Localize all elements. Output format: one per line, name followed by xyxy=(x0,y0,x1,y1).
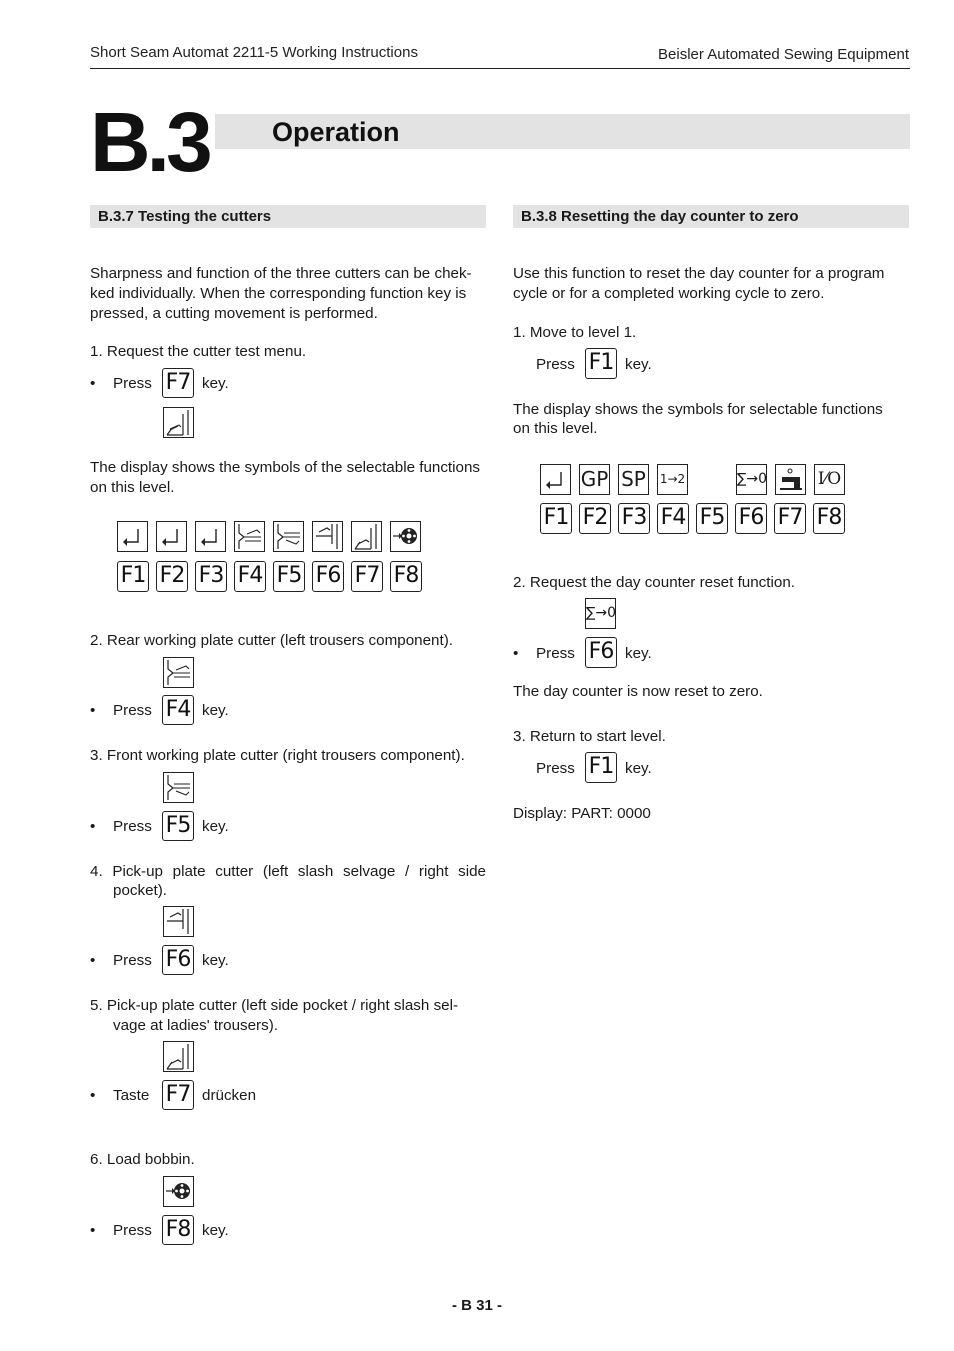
bullet: • xyxy=(90,952,96,969)
page-number: - B 31 - xyxy=(451,1297,502,1314)
key-label: key. xyxy=(202,375,229,392)
io-symbol xyxy=(814,464,845,495)
key-f5: F5 xyxy=(696,503,728,534)
key-f6: F6 xyxy=(735,503,767,534)
right-step-2: 2. Request the day counter reset function. xyxy=(513,574,795,591)
key-f6: F6 xyxy=(162,945,194,975)
chapter-title: Operation xyxy=(272,117,400,147)
key-f4: F4 xyxy=(162,695,194,725)
pickup-cutter-left-icon xyxy=(163,407,194,438)
key-f1: F1 xyxy=(117,561,149,592)
left-step-2: 2. Rear working plate cutter (left trousers component). xyxy=(90,632,453,649)
druecken-label: drücken xyxy=(202,1087,257,1104)
program-sequence-symbol xyxy=(657,464,688,495)
rear-plate-cutter-icon xyxy=(163,657,194,688)
chapter-number: B.3 xyxy=(90,95,209,189)
key-label: key. xyxy=(202,818,229,835)
sp-symbol xyxy=(618,464,649,495)
return-arrow-icon xyxy=(540,464,571,495)
key-f5: F5 xyxy=(162,811,194,841)
front-plate-cutter-icon xyxy=(273,521,304,552)
right-step-3: 3. Return to start level. xyxy=(513,728,666,745)
one-to-two-text: 1→2 xyxy=(659,472,686,486)
sum-reset-symbol xyxy=(585,598,616,629)
bullet: • xyxy=(90,818,96,835)
bullet: • xyxy=(90,1222,96,1239)
taste-label: Taste xyxy=(113,1087,150,1104)
left-display-line-2: on this level. xyxy=(90,479,175,496)
rear-plate-cutter-icon xyxy=(234,521,265,552)
gp-symbol xyxy=(579,464,610,495)
key-f8: F8 xyxy=(162,1215,194,1245)
left-intro-line-2: ked individually. When the corresponding function key is xyxy=(90,285,467,302)
right-step-1: 1. Move to level 1. xyxy=(513,324,637,341)
left-step-6: 6. Load bobbin. xyxy=(90,1151,195,1168)
section-heading-testing-cutters: B.3.7 Testing the cutters xyxy=(90,205,486,228)
press-label: Press xyxy=(536,356,575,373)
bullet: • xyxy=(513,645,519,662)
left-step-4-line-2: pocket). xyxy=(113,882,168,899)
bullet: • xyxy=(90,375,96,392)
pickup-cutter-right-icon xyxy=(312,521,343,552)
bullet: • xyxy=(90,702,96,719)
sewing-machine-icon xyxy=(775,464,806,495)
press-label: Press xyxy=(113,1222,152,1239)
press-label: Press xyxy=(536,645,575,662)
sum-reset-symbol xyxy=(736,464,767,495)
press-label: Press xyxy=(113,818,152,835)
key-label: key. xyxy=(202,1222,229,1239)
key-f2: F2 xyxy=(579,503,611,534)
key-f1: F1 xyxy=(585,348,617,379)
pickup-cutter-right-icon xyxy=(163,906,194,937)
bobbin-icon xyxy=(390,521,421,552)
key-f2: F2 xyxy=(156,561,188,592)
io-text: I⁄O xyxy=(817,469,842,489)
key-label: key. xyxy=(202,952,229,969)
key-f6: F6 xyxy=(585,637,617,668)
key-f3: F3 xyxy=(195,561,227,592)
return-arrow-icon xyxy=(195,521,226,552)
key-f7: F7 xyxy=(351,561,383,592)
key-f6: F6 xyxy=(312,561,344,592)
sum-zero-text: ∑→0 xyxy=(586,605,617,621)
press-label: Press xyxy=(113,952,152,969)
left-step-5-line-2: vage at ladies' trousers). xyxy=(113,1017,278,1034)
pickup-cutter-left-icon xyxy=(163,1041,194,1072)
left-step-1: 1. Request the cutter test menu. xyxy=(90,343,307,360)
sp-symbol-text: SP xyxy=(621,467,646,491)
left-display-line-1: The display shows the symbols of the selectable functions xyxy=(90,459,481,476)
front-plate-cutter-icon xyxy=(163,772,194,803)
key-f1: F1 xyxy=(585,752,617,783)
key-f4: F4 xyxy=(657,503,689,534)
left-step-5-line-1: 5. Pick-up plate cutter (left side pocket / right slash sel- xyxy=(90,997,459,1014)
right-display-result: Display: PART: 0000 xyxy=(513,805,651,822)
key-f8: F8 xyxy=(390,561,422,592)
header-title-right: Beisler Automated Sewing Equipment xyxy=(658,46,909,63)
key-f5: F5 xyxy=(273,561,305,592)
key-f8: F8 xyxy=(813,503,845,534)
key-label: key. xyxy=(625,645,652,662)
key-label: key. xyxy=(625,356,652,373)
key-f1: F1 xyxy=(540,503,572,534)
key-label: key. xyxy=(202,702,229,719)
return-arrow-icon xyxy=(156,521,187,552)
press-label: Press xyxy=(113,702,152,719)
key-f7: F7 xyxy=(774,503,806,534)
key-f4: F4 xyxy=(234,561,266,592)
return-arrow-icon xyxy=(117,521,148,552)
bullet: • xyxy=(90,1087,96,1104)
right-intro-line-2: cycle or for a completed working cycle to zero. xyxy=(513,285,825,302)
left-step-4-line-1: 4. Pick-up plate cutter (left slash selvage / right side xyxy=(90,863,486,880)
right-intro-line-1: Use this function to reset the day counter for a program xyxy=(513,265,885,282)
key-label: key. xyxy=(625,760,652,777)
key-f7: F7 xyxy=(162,368,194,398)
left-intro-line-3: pressed, a cutting movement is performed. xyxy=(90,305,378,322)
right-reset-message: The day counter is now reset to zero. xyxy=(513,683,763,700)
section-heading-day-counter: B.3.8 Resetting the day counter to zero xyxy=(513,205,909,228)
left-step-3: 3. Front working plate cutter (right trousers component). xyxy=(90,747,465,764)
right-display-line-2: on this level. xyxy=(513,420,598,437)
pickup-cutter-left-icon xyxy=(351,521,382,552)
header-title-left: Short Seam Automat 2211-5 Working Instructions xyxy=(90,44,418,61)
header-rule xyxy=(90,68,910,69)
gp-symbol-text: GP xyxy=(580,467,609,491)
left-intro-line-1: Sharpness and function of the three cutters can be chek- xyxy=(90,265,472,282)
key-f7: F7 xyxy=(162,1080,194,1110)
key-f3: F3 xyxy=(618,503,650,534)
press-label: Press xyxy=(536,760,575,777)
bobbin-icon xyxy=(163,1176,194,1207)
sum-zero-text: ∑→0 xyxy=(737,471,768,487)
press-label: Press xyxy=(113,375,152,392)
right-display-line-1: The display shows the symbols for selectable functions xyxy=(513,401,883,418)
